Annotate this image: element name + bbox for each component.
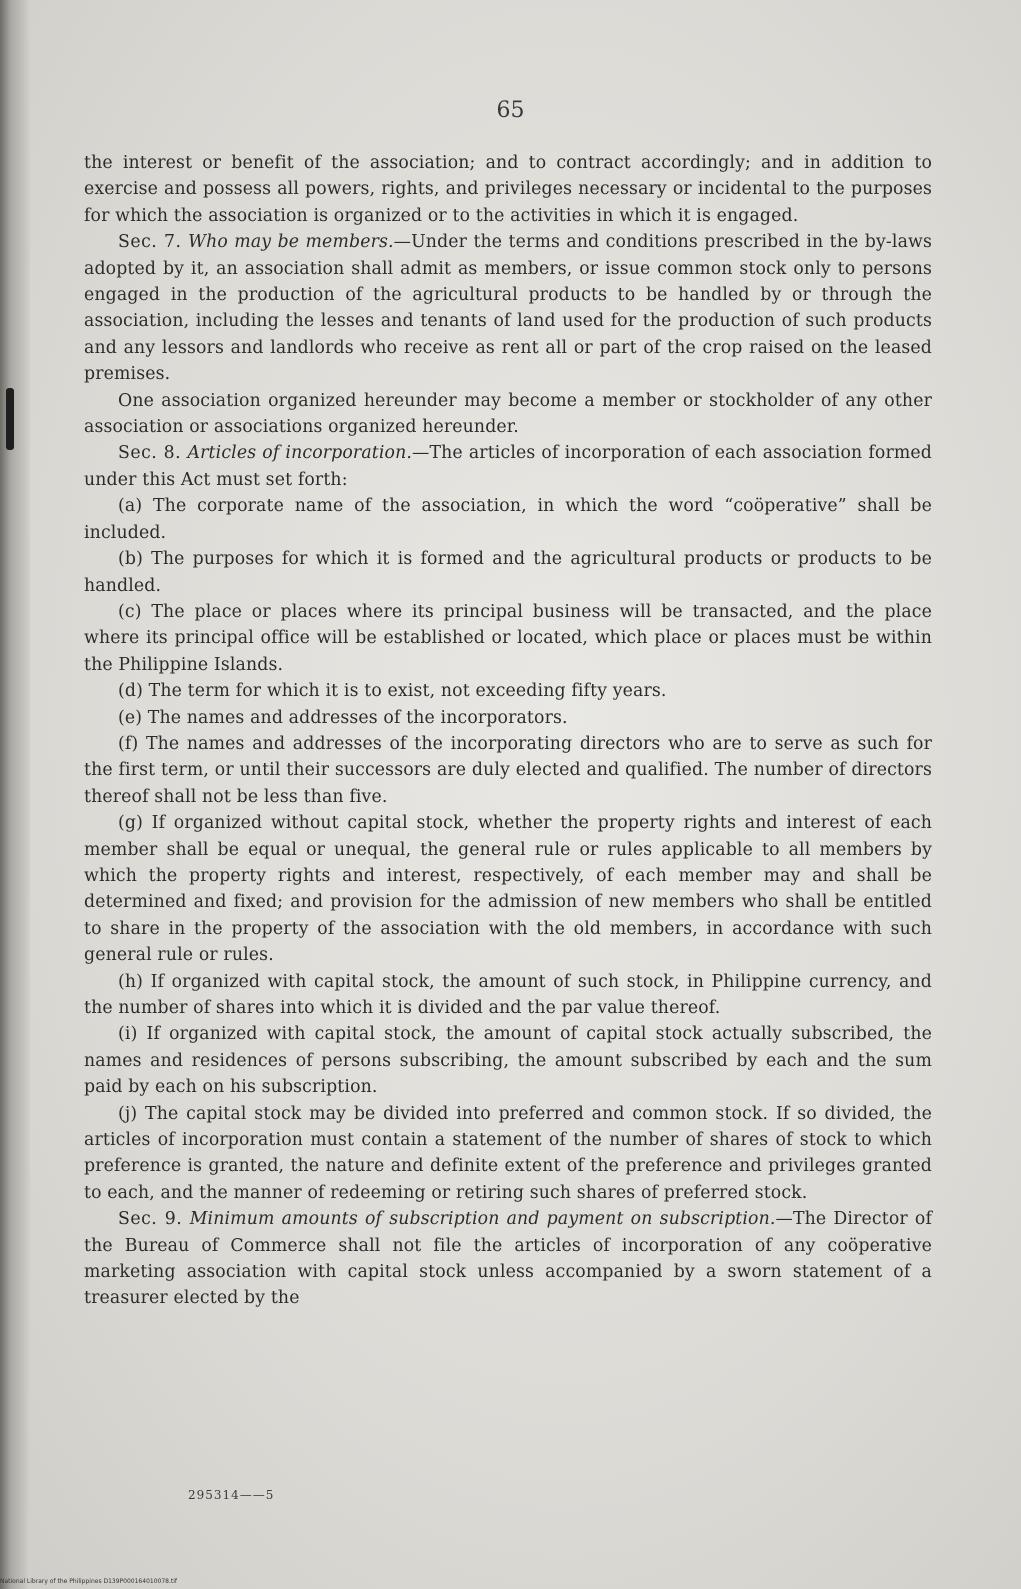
paragraph [84, 1101, 932, 1207]
paragraph-text: (h) If organized with capital stock, the amount of such stock, in Philippine currency, and the number of shares into which it is divided and the par value thereof. [84, 971, 932, 1018]
scan-source-line: National Library of the Philippines D139P000164010078.tif [0, 1578, 178, 1585]
paragraph-text: (a) The corporate name of the association, in which the word “coöperative” shall be included. [84, 496, 932, 543]
paragraph-text: (f) The names and addresses of the incorporating directors who are to serve as such for the first term, or until their successors are duly elected and qualified. The number of directors thereof shall not be less than five. [84, 733, 932, 807]
section-heading: Articles of incorporation. [187, 443, 413, 464]
paragraph [84, 705, 932, 731]
paragraph-text: (j) The capital stock may be divided into preferred and common stock. If so divided, the articles of incorporation must contain a statement of the number of shares of stock to which preference is granted, the nature and definite extent of the preference and privileges granted to each, and the manner of redeeming or retiring such shares of preferred stock. [84, 1103, 932, 1203]
paragraph [84, 388, 932, 441]
paragraph [84, 546, 932, 599]
paragraph [84, 599, 932, 678]
binding-mark [6, 388, 14, 450]
section-paragraph [84, 229, 932, 387]
paragraph-text: (i) If organized with capital stock, the amount of capital stock actually subscribed, the names and residences of persons subscribing, the amount subscribed by each and the sum paid by each on his subscription. [84, 1024, 932, 1098]
section-label: Sec. 8. [118, 443, 188, 464]
paragraph-text: (e) The names and addresses of the incorporators. [118, 707, 568, 728]
book-spine-shadow [0, 0, 30, 1589]
section-heading: Minimum amounts of subscription and payment on subscription. [189, 1209, 776, 1230]
paragraph [84, 1021, 932, 1100]
paragraph-text: (g) If organized without capital stock, whether the property rights and interest of each member shall be equal or unequal, the general rule or rules applicable to all members by which the property rights and interest, respectively, of each member may and shall be determined and fixed; and provision for the admission of new members who shall be entitled to share in the property of the association with the old members, in accordance with such general rule or rules. [84, 813, 932, 966]
paragraph [84, 678, 932, 704]
paragraph-text: the interest or benefit of the association; and to contract accordingly; and in addition to exercise and possess all powers, rights, and privileges necessary or incidental to the purposes for which the association is organized or to the activities in which it is engaged. [84, 153, 932, 226]
page-number: 65 [496, 98, 525, 123]
paragraph [84, 150, 932, 229]
paragraph-text: —The articles of incorporation of each association formed under this Act must set forth: [84, 443, 932, 490]
section-label: Sec. 7. [118, 232, 189, 253]
paragraph-text: —The Director of the Bureau of Commerce shall not file the articles of incorporation of any coöperative marketing association with capital stock unless accompanied by a sworn statement of a treasurer elected by the [84, 1209, 933, 1309]
paragraph-text: (d) The term for which it is to exist, not exceeding fifty years. [118, 681, 667, 702]
paragraph [84, 969, 932, 1022]
paragraph-text: —Under the terms and conditions prescribed in the by-laws adopted by it, an association shall admit as members, or issue common stock only to persons engaged in the production of the agricultural products to be handled by or through the association, including the lesses and tenants of land used for the production of such products and any lessors and landlords who receive as rent all or part of the crop raised on the leased premises. [84, 232, 932, 385]
paragraph [84, 731, 932, 810]
paragraph-text: One association organized hereunder may become a member or stockholder of any other association or associations organized hereunder. [84, 390, 932, 438]
paragraph-text: (b) The purposes for which it is formed and the agricultural products or products to be handled. [84, 549, 932, 596]
footer-printer-code: 295314——5 [188, 1488, 275, 1502]
paragraph [84, 810, 932, 968]
section-paragraph [84, 440, 932, 493]
section-paragraph [84, 1206, 932, 1312]
body-text [84, 150, 932, 1312]
paragraph-text: (c) The place or places where its principal business will be transacted, and the place where its principal office will be established or located, which place or places must be within the Philippine Islands. [84, 601, 932, 675]
section-heading: Who may be members. [188, 232, 394, 253]
paragraph [84, 493, 932, 546]
section-label: Sec. 9. [118, 1209, 190, 1230]
